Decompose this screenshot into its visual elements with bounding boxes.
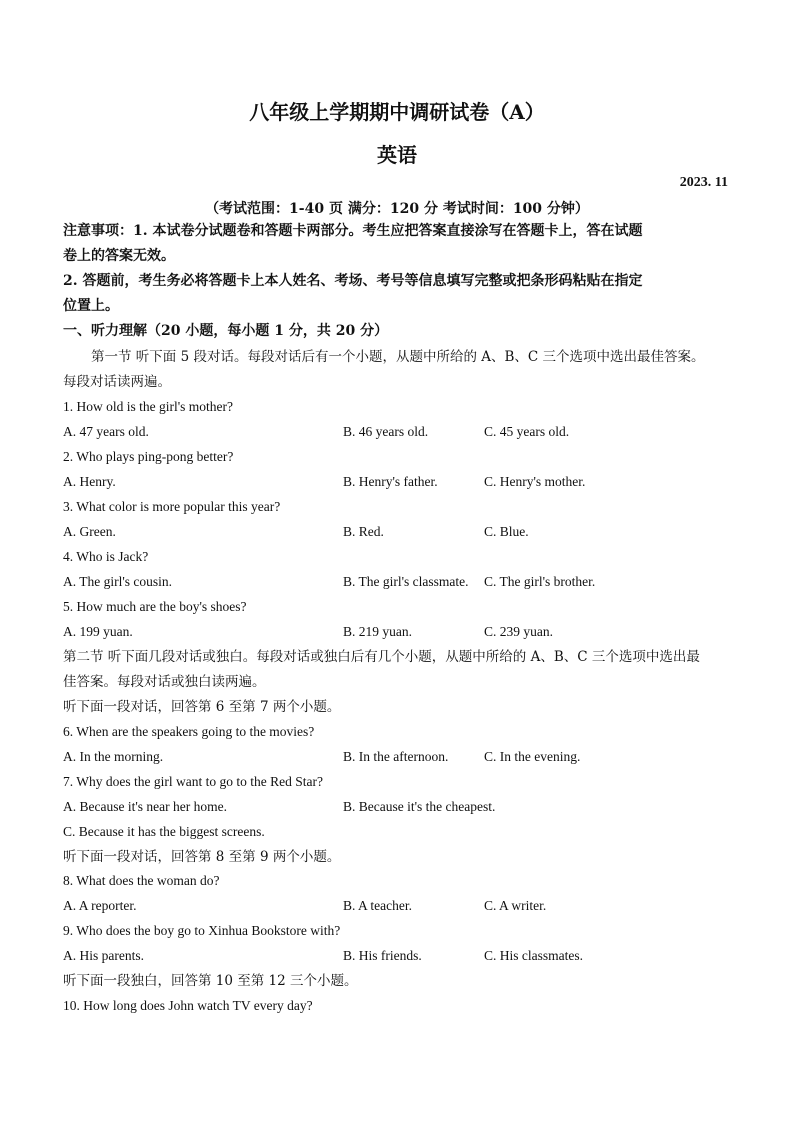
section-heading-listening: 一、听力理解（20 小题，每小题 1 分，共 20 分） xyxy=(63,323,389,339)
q7-option-c: C. Because it has the biggest screens. xyxy=(63,824,265,839)
q7-option-b: B. Because it's the cheapest. xyxy=(343,799,496,814)
part2-instruction-line-2: 佳答案。每段对话或独白读两遍。 xyxy=(63,674,266,690)
exam-date: 2023. 11 xyxy=(679,175,728,190)
q4-option-b: B. The girl's classmate. xyxy=(343,574,469,589)
q3-option-a: A. Green. xyxy=(63,524,116,539)
q3-option-c: C. Blue. xyxy=(484,524,529,539)
notes-line-3: 2. 答题前，考生务必将答题卡上本人姓名、考场、考号等信息填写完整或把条形码粘贴在指定 xyxy=(63,273,643,289)
q1-option-c: C. 45 years old. xyxy=(484,424,570,439)
q2-option-b: B. Henry's father. xyxy=(343,474,438,489)
notes-line-1: 注意事项：1. 本试卷分试题卷和答题卡两部分。考生应把答案直接涂写在答题卡上，答在试题 xyxy=(63,223,643,239)
part1-instruction-line-1: 第一节 听下面 5 段对话。每段对话后有一个小题，从题中所给的 A、B、C 三个选项中选出最佳答案。 xyxy=(91,349,705,365)
instruction-q6-q7: 听下面一段对话，回答第 6 至第 7 两个小题。 xyxy=(63,699,341,715)
question-3: 3. What color is more popular this year? xyxy=(63,499,281,514)
notes-line-2: 卷上的答案无效。 xyxy=(63,248,175,264)
question-4: 4. Who is Jack? xyxy=(63,549,149,564)
question-9: 9. Who does the boy go to Xinhua Bookstore with? xyxy=(63,923,341,938)
q5-option-b: B. 219 yuan. xyxy=(343,624,412,639)
q6-option-b: B. In the afternoon. xyxy=(343,749,449,764)
q4-option-c: C. The girl's brother. xyxy=(484,574,596,589)
question-10: 10. How long does John watch TV every day? xyxy=(63,998,313,1013)
part1-instruction-line-2: 每段对话读两遍。 xyxy=(63,374,171,390)
part2-instruction-line-1: 第二节 听下面几段对话或独白。每段对话或独白后有几个小题，从题中所给的 A、B、C 三个选项中选出最 xyxy=(63,649,700,665)
notes-line-4: 位置上。 xyxy=(63,298,119,314)
q7-option-a: A. Because it's near her home. xyxy=(63,799,227,814)
question-8: 8. What does the woman do? xyxy=(63,873,220,888)
q5-option-c: C. 239 yuan. xyxy=(484,624,553,639)
q9-option-a: A. His parents. xyxy=(63,948,144,963)
q8-option-b: B. A teacher. xyxy=(343,898,412,913)
q1-option-a: A. 47 years old. xyxy=(63,424,149,439)
q8-option-c: C. A writer. xyxy=(484,898,547,913)
question-2: 2. Who plays ping-pong better? xyxy=(63,449,234,464)
q5-option-a: A. 199 yuan. xyxy=(63,624,133,639)
q8-option-a: A. A reporter. xyxy=(63,898,137,913)
exam-subject: 英语 xyxy=(377,143,417,167)
instruction-q10-q12: 听下面一段独白，回答第 10 至第 12 三个小题。 xyxy=(63,973,358,989)
exam-scope: （考试范围：1-40 页 满分：120 分 考试时间：100 分钟） xyxy=(205,201,589,217)
q9-option-c: C. His classmates. xyxy=(484,948,583,963)
instruction-q8-q9: 听下面一段对话，回答第 8 至第 9 两个小题。 xyxy=(63,849,341,865)
q1-option-b: B. 46 years old. xyxy=(343,424,429,439)
q6-option-c: C. In the evening. xyxy=(484,749,581,764)
q2-option-a: A. Henry. xyxy=(63,474,116,489)
q4-option-a: A. The girl's cousin. xyxy=(63,574,173,589)
question-5: 5. How much are the boy's shoes? xyxy=(63,599,247,614)
q9-option-b: B. His friends. xyxy=(343,948,422,963)
question-1: 1. How old is the girl's mother? xyxy=(63,399,234,414)
question-7: 7. Why does the girl want to go to the Red Star? xyxy=(63,774,323,789)
q2-option-c: C. Henry's mother. xyxy=(484,474,586,489)
exam-title: 八年级上学期期中调研试卷（A） xyxy=(249,100,545,124)
q6-option-a: A. In the morning. xyxy=(63,749,164,764)
q3-option-b: B. Red. xyxy=(343,524,384,539)
question-6: 6. When are the speakers going to the movies? xyxy=(63,724,315,739)
